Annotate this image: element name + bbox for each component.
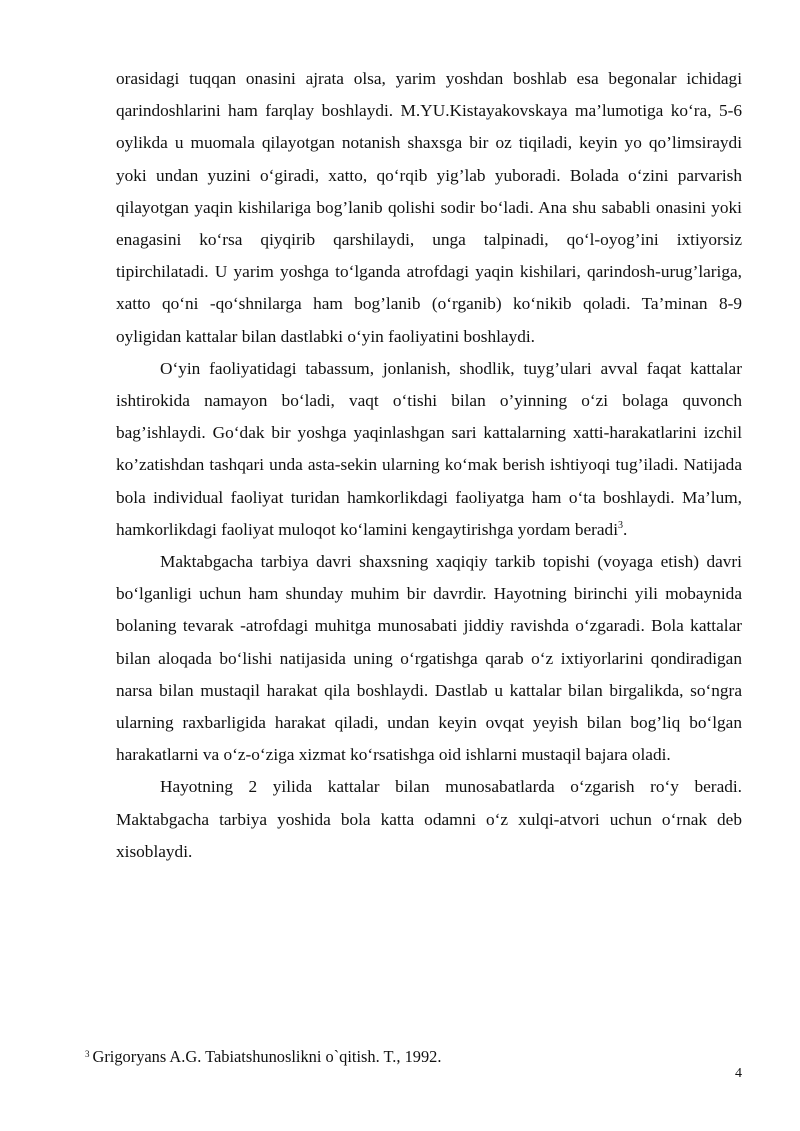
footnote [85,1044,745,1067]
paragraph-2 [116,353,742,546]
paragraph-1-text: orasidagi tuqqan onasini ajrata olsa, yarim yoshdan boshlab esa begonalar ichidagi qarindoshlarini ham farqlay boshlaydi. M.YU.Kistayakovskaya ma’lumotiga ko‘ra, 5-6 oylikda u muomala qilayotgan notanish shaxsga bir oz tiqiladi, keyin yo qo’limsiraydi yoki undan yuzini o‘giradi, xatto, qo‘rqib yig’lab yuboradi. Bolada o‘zini parvarish qilayotgan yaqin kishilariga bog’lanib qolishi sodir bo‘ladi. Ana shu sababli onasini yoki enagasini ko‘rsa qiyqirib qarshilaydi, unga talpinadi, qo‘l-oyog’ini ixtiyorsiz tipirchilatadi. U yarim yoshga to‘lganda atrofdagi yaqin kishilari, qarindosh-urug’lariga, xatto qo‘ni -qo‘shnilarga ham bog’lanib (o‘rganib) ko‘nikib qoladi. Ta’minan 8-9 oyligidan kattalar bilan dastlabki o‘yin faoliyatini boshlaydi. [116,69,742,346]
paragraph-4-text: Hayotning 2 yilida kattalar bilan munosabatlarda o‘zgarish ro‘y beradi. Maktabgacha tarbiya yoshida bola katta odamni o‘z xulqi-atvori uchun o‘rnak deb xisoblaydi. [116,777,742,861]
paragraph-1 [116,63,742,353]
footnote-text: Grigoryans A.G. Tabiatshunoslikni o`qitish. T., 1992. [92,1047,442,1066]
paragraph-3-text: Maktabgacha tarbiya davri shaxsning xaqiqiy tarkib topishi (voyaga etish) davri bo‘lganligi uchun ham shunday muhim bir davrdir. Hayotning birinchi yili mobaynida bolaning tevarak -atrofdagi muhitga munosabati jiddiy ravishda o‘zgaradi. Bola kattalar bilan aloqada bo‘lishi natijasida uning o‘rgatishga qarab o‘z ixtiyorlarini qondiradigan narsa bilan mustaqil harakat qila boshlaydi. Dastlab u kattalar bilan birgalikda, so‘ngra ularning raxbarligida harakat qiladi, undan keyin ovqat yeyish bilan bog’liq bo‘lgan harakatlarni va o‘z-o‘ziga xizmat ko‘rsatishga oid ishlarni mustaqil bajara oladi. [116,552,742,765]
paragraph-2-text: O‘yin faoliyatidagi tabassum, jonlanish, shodlik, tuyg’ulari avval faqat kattalar ishtirokida namayon bo‘ladi, vaqt o‘tishi bilan o’yinning o‘zi bolaga quvonch bag’ishlaydi. Go‘dak bir yoshga yaqinlashgan sari kattalarning xatti-harakatlarini izchil ko’zatishdan tashqari unda asta-sekin ularning ko‘mak berish ishtiyoqi tug’iladi. Natijada bola individual faoliyat turidan hamkorlikdagi faoliyatga ham o‘ta boshlaydi. Ma’lum, hamkorlikdagi faoliyat muloqot ko‘lamini kengaytirishga yordam beradi [116,358,742,539]
paragraph-4 [116,771,742,868]
footnote-reference: 3 [618,520,623,532]
paragraph-2-end: . [623,519,628,539]
body-text [116,63,742,868]
page-number: 4 [735,1066,742,1081]
paragraph-3 [116,546,742,771]
footnote-mark: 3 [85,1049,90,1059]
